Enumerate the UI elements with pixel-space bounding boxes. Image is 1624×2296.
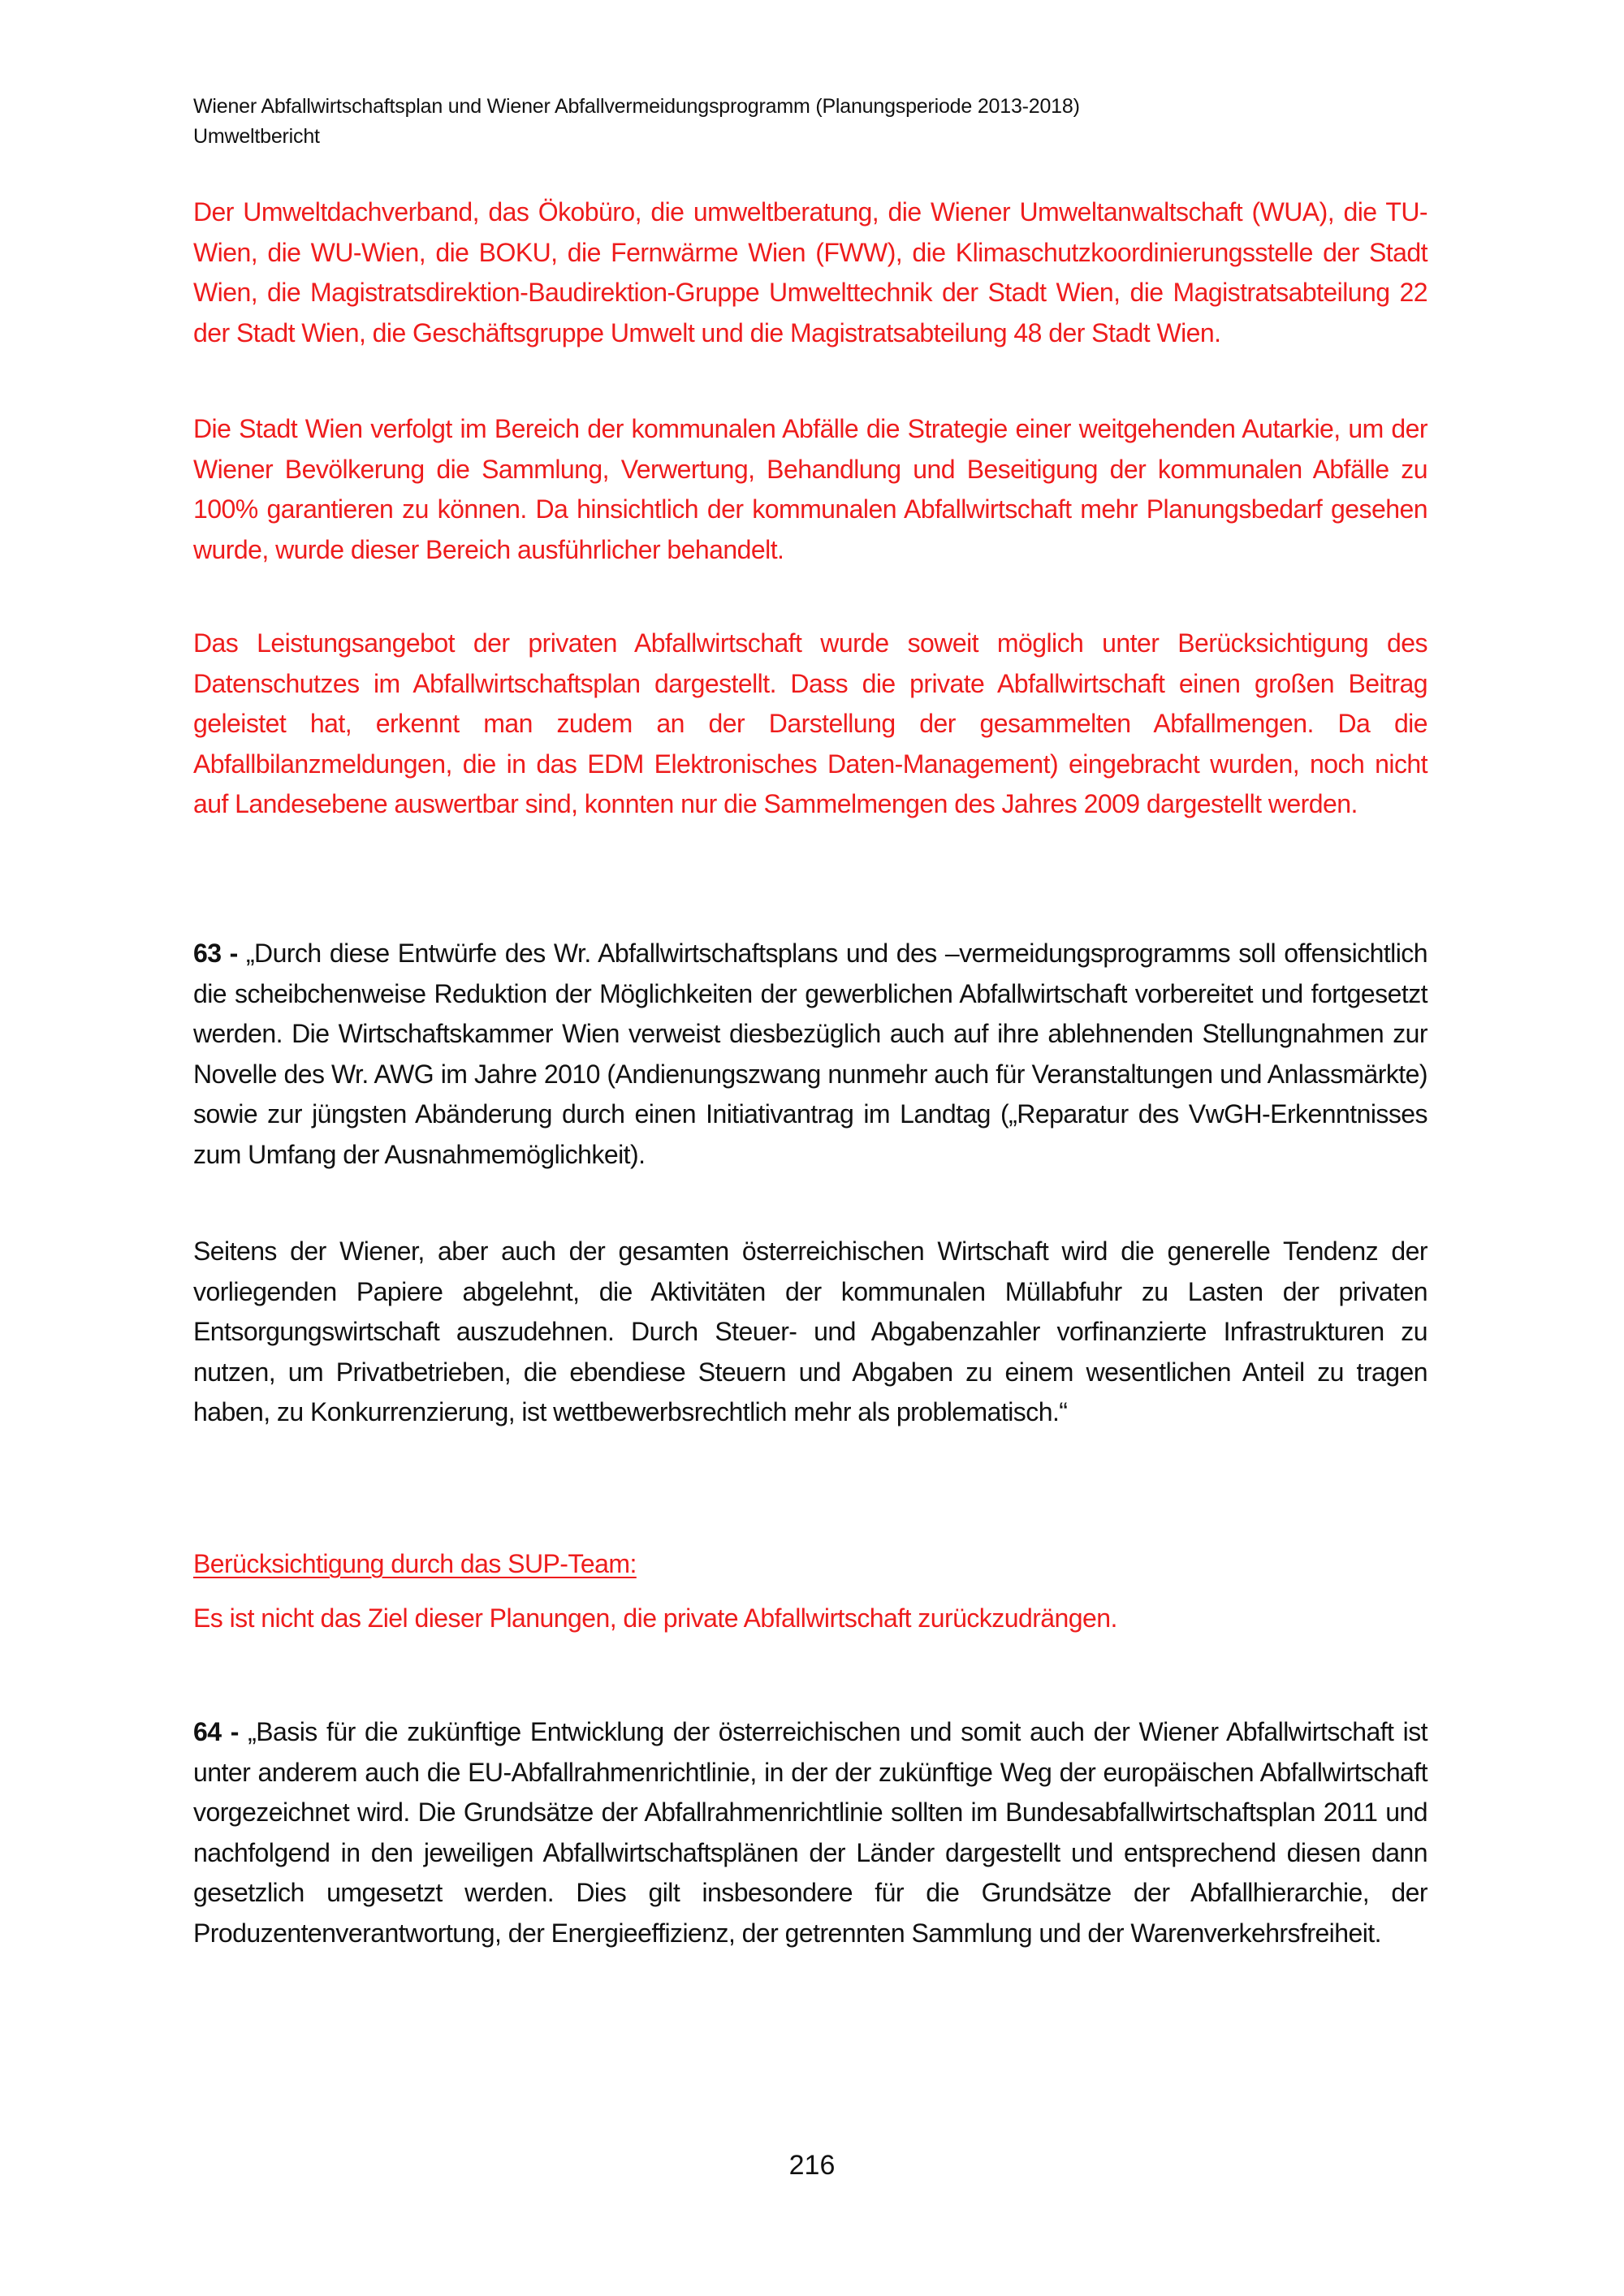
page-header — [193, 92, 1427, 152]
response-heading — [193, 1544, 1427, 1585]
response-63-text: Es ist nicht das Ziel dieser Planungen, die private Abfallwirtschaft zurückzudrängen. — [193, 1603, 1117, 1633]
response-paragraph-autarkie: Die Stadt Wien verfolgt im Bereich der kommunalen Abfälle die Strategie einer weitgehenden Autarkie, um der Wiener Bevölkerung die Sammlung, Verwertung, Behandlung und Beseitigung der kommunalen Abfälle zu 100% garantieren zu können. Da hinsichtlich der kommunalen Abfallwirtschaft mehr Planungsbedarf gesehen wurde, wurde dieser Bereich ausführlicher behandelt. — [193, 414, 1427, 564]
page-number: 216 — [788, 2150, 836, 2181]
comment-text: „Basis für die zukünftige Entwicklung der österreichischen und somit auch der Wiener Abfallwirtschaft ist unter anderem auch die EU-Abfallrahmenrichtlinie, in der der zukünftige Weg der europäischen Abfallwirtschaft vorgezeichnet wird. Die Grundsätze der Abfallrahmenrichtlinie sollten im Bundesabfallwirtschaftsplan 2011 und nachfolgend in den jeweiligen Abfallwirtschaftsplänen der Länder dargestellt und entsprechend diesen dann gesetzlich umgesetzt werden. Dies gilt insbesondere für die Grundsätze der Abfallhierarchie, der Produzentenverantwortung, der Energieeffizienz, der getrennten Sammlung und der Warenverkehrsfreiheit. — [193, 1717, 1428, 1948]
comment-63-paragraph-1 — [193, 934, 1427, 1175]
comment-text: „Durch diese Entwürfe des Wr. Abfallwirtschaftsplans und des –vermeidungsprogramms soll offensichtlich die scheibchenweise Reduktion der Möglichkeiten der gewerblichen Abfallwirtschaft vorbereitet und fortgesetzt werden. Die Wirtschaftskammer Wien verweist diesbezüglich auch auf ihre ablehnenden Stellungnahmen zur Novelle des Wr. AWG im Jahre 2010 (Andienungszwang nunmehr auch für Veranstaltungen und Anlassmärkte) sowie zur jüngsten Abänderung durch einen Initiativantrag im Landtag („Reparatur des VwGH-Erkenntnisses zum Umfang der Ausnahmemöglichkeit). — [193, 939, 1427, 1169]
response-paragraph-stakeholders: Der Umweltdachverband, das Ökobüro, die umweltberatung, die Wiener Umweltanwaltschaft (WUA), die TU-Wien, die WU-Wien, die BOKU, die Fernwärme Wien (FWW), die Klimaschutzkoordinierungsstelle der Stadt Wien, die Magistratsdirektion-Baudirektion-Gruppe Umwelttechnik der Stadt Wien, die Magistratsabteilung 22 der Stadt Wien, die Geschäftsgruppe Umwelt und die Magistratsabteilung 48 der Stadt Wien. — [193, 197, 1427, 347]
comment-63-paragraph-2: Seitens der Wiener, aber auch der gesamten österreichischen Wirtschaft wird die generelle Tendenz der vorliegenden Papiere abgelehnt, die Aktivitäten der kommunalen Müllabfuhr zu Lasten der privaten Entsorgungswirtschaft auszudehnen. Durch Steuer- und Abgabenzahler vorfinanzierte Infrastrukturen zu nutzen, um Privatbetrieben, die ebendiese Steuern und Abgaben zu einem wesentlichen Anteil zu tragen haben, zu Konkurrenzierung, ist wettbewerbsrechtlich mehr als problematisch.“ — [193, 1236, 1427, 1426]
header-subtitle: Umweltbericht — [193, 125, 320, 148]
comment-number: 63 - — [193, 939, 238, 968]
comment-64-paragraph-1 — [193, 1712, 1427, 1953]
header-document-title: Wiener Abfallwirtschaftsplan und Wiener Abfallvermeidungsprogramm (Planungsperiode 2013-2018) — [193, 95, 1080, 118]
comment-number: 64 - — [193, 1717, 239, 1746]
response-paragraph-private-waste: Das Leistungsangebot der privaten Abfallwirtschaft wurde soweit möglich unter Berücksichtigung des Datenschutzes im Abfallwirtschaftsplan dargestellt. Dass die private Abfallwirtschaft einen großen Beitrag geleistet hat, erkennt man zudem an der Darstellung der gesammelten Abfallmengen. Da die Abfallbilanzmeldungen, die in das EDM Elektronisches Daten-Management) eingebracht wurden, noch nicht auf Landesebene auswertbar sind, konnten nur die Sammelmengen des Jahres 2009 dargestellt werden. — [193, 628, 1427, 818]
response-heading-text: Berücksichtigung durch das SUP-Team: — [193, 1549, 637, 1578]
